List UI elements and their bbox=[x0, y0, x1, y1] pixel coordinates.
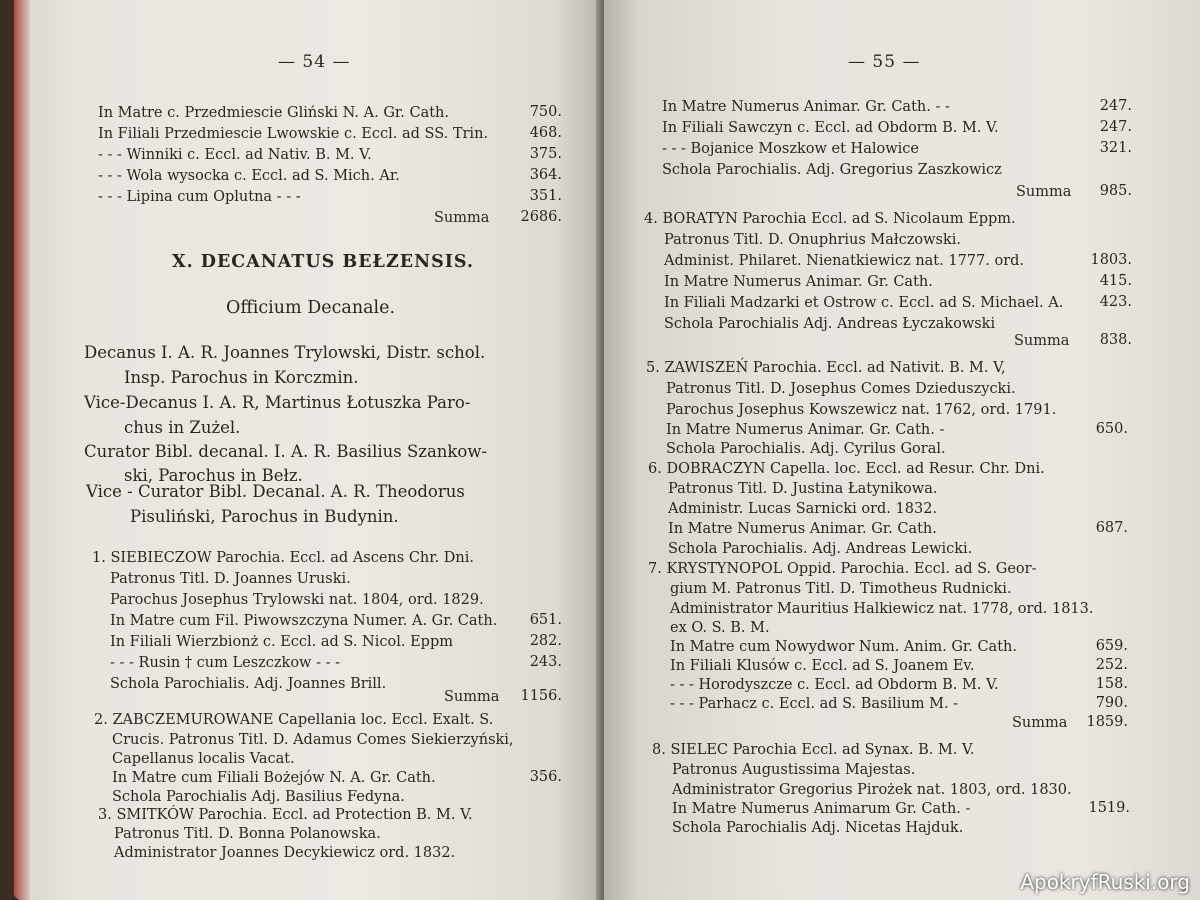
right-line: - - - Horodyszcze c. Eccl. ad Obdorm B. M. V. bbox=[670, 677, 999, 693]
right-line: Administr. Lucas Sarnicki ord. 1832. bbox=[668, 501, 938, 517]
right-line: 8. SIELEC Parochia Eccl. ad Synax. B. M. V. bbox=[652, 742, 975, 758]
entry-line: Patronus Titl. D. Joannes Uruski. bbox=[110, 571, 351, 587]
right-line-number: 321. bbox=[1099, 140, 1132, 156]
left-line-number: 375. bbox=[529, 146, 562, 162]
right-line: Schola Parochialis. Adj. Andreas Lewicki. bbox=[668, 541, 973, 557]
right-line: In Filiali Sawczyn c. Eccl. ad Obdorm B. M. V. bbox=[662, 120, 999, 136]
right-line: In Matre Numerus Animar. Gr. Cath. - bbox=[666, 422, 945, 438]
summa-label: Summa bbox=[444, 689, 500, 705]
left-page bbox=[14, 0, 602, 900]
right-line-number: 790. bbox=[1095, 695, 1128, 711]
summa-value: 1859. bbox=[1086, 714, 1128, 730]
right-line: Schola Parochialis Adj. Andreas Łyczakowski bbox=[664, 316, 996, 332]
right-line-number: 247. bbox=[1099, 98, 1132, 114]
entry-line: 1. SIEBIECZOW Parochia. Eccl. ad Ascens Chr. Dni. bbox=[92, 550, 475, 566]
right-line: In Matre Numerus Animar. Gr. Cath. bbox=[668, 521, 937, 537]
right-line-number: 1519. bbox=[1088, 800, 1130, 816]
right-line: In Filiali Klusów c. Eccl. ad S. Joanem Ev. bbox=[670, 658, 975, 674]
right-line-number: 252. bbox=[1095, 657, 1128, 673]
decanale-line: Pisuliński, Parochus in Budynin. bbox=[130, 507, 399, 526]
entry-number: 282. bbox=[529, 633, 562, 649]
left-line-number: 468. bbox=[529, 125, 562, 141]
right-line: 6. DOBRACZYN Capella. loc. Eccl. ad Resur. Chr. Dni. bbox=[648, 461, 1045, 477]
right-line: In Matre Numerus Animar. Gr. Cath. - - bbox=[662, 99, 950, 115]
entry-line: - - - Rusin † cum Leszczkow - - - bbox=[110, 655, 340, 671]
right-line-number: 650. bbox=[1095, 421, 1128, 437]
section-subheading: Officium Decanale. bbox=[226, 298, 396, 318]
entry-line: In Matre cum Fil. Piwowszczyna Numer. A. Gr. Cath. bbox=[110, 613, 498, 629]
right-line: Schola Parochialis. Adj. Cyrilus Goral. bbox=[666, 441, 946, 457]
right-page bbox=[604, 0, 1200, 900]
summa-value: 838. bbox=[1099, 332, 1132, 348]
right-line: 5. ZAWISZEŃ Parochia. Eccl. ad Nativit. B. M. V, bbox=[646, 360, 1006, 376]
right-line: In Matre Numerus Animarum Gr. Cath. - bbox=[672, 801, 971, 817]
entry-line: Administrator Joannes Decykiewicz ord. 1832. bbox=[114, 845, 456, 861]
summa-label: Summa bbox=[1016, 184, 1072, 200]
right-line: ex O. S. B. M. bbox=[670, 620, 770, 636]
right-line: Patronus Titl. D. Justina Łatynikowa. bbox=[668, 481, 938, 497]
entry-line: In Matre cum Filiali Bożejów N. A. Gr. Cath. bbox=[112, 770, 436, 786]
left-line: In Filiali Przedmiescie Lwowskie c. Eccl. ad SS. Trin. bbox=[98, 126, 489, 142]
decanale-line: chus in Zużel. bbox=[124, 418, 241, 437]
left-line-number: 364. bbox=[529, 167, 562, 183]
summa-value: 2686. bbox=[520, 209, 562, 225]
decanale-line: Vice - Curator Bibl. Decanal. A. R. Theodorus bbox=[86, 482, 465, 501]
decanale-line: Vice-Decanus I. A. R, Martinus Łotuszka Paro- bbox=[84, 393, 471, 412]
page-number-right: — 55 — bbox=[848, 52, 921, 72]
decanale-line: Insp. Parochus in Korczmin. bbox=[124, 368, 359, 387]
entry-line: Schola Parochialis. Adj. Joannes Brill. bbox=[110, 676, 387, 692]
right-line: Schola Parochialis Adj. Nicetas Hajduk. bbox=[672, 820, 964, 836]
entry-number: 356. bbox=[529, 769, 562, 785]
right-line: Schola Parochialis. Adj. Gregorius Zaszkowicz bbox=[662, 162, 1002, 178]
decanale-line: Decanus I. A. R. Joannes Trylowski, Distr. schol. bbox=[84, 343, 486, 362]
right-line-number: 415. bbox=[1099, 273, 1132, 289]
summa-value: 985. bbox=[1099, 183, 1132, 199]
left-line: - - - Wola wysocka c. Eccl. ad S. Mich. Ar. bbox=[98, 168, 400, 184]
left-line: - - - Lipina cum Oplutna - - - bbox=[98, 189, 301, 205]
left-line-number: 750. bbox=[529, 104, 562, 120]
right-line: In Filiali Madzarki et Ostrow c. Eccl. ad S. Michael. A. bbox=[664, 295, 1064, 311]
left-line: - - - Winniki c. Eccl. ad Nativ. B. M. V. bbox=[98, 147, 372, 163]
right-line-number: 158. bbox=[1095, 676, 1128, 692]
summa-value: 1156. bbox=[520, 688, 562, 704]
section-heading: X. DECANATUS BEŁZENSIS. bbox=[172, 252, 475, 272]
summa-label: Summa bbox=[434, 210, 490, 226]
right-line: Parochus Josephus Kowszewicz nat. 1762, ord. 1791. bbox=[666, 402, 1057, 418]
entry-number: 243. bbox=[529, 654, 562, 670]
book-edge bbox=[14, 0, 30, 900]
right-line: Patronus Augustissima Majestas. bbox=[672, 762, 916, 778]
entry-line: Schola Parochialis Adj. Basilius Fedyna. bbox=[112, 789, 405, 805]
right-line: 4. BORATYN Parochia Eccl. ad S. Nicolaum Eppm. bbox=[644, 211, 1016, 227]
entry-line: Patronus Titl. D. Bonna Polanowska. bbox=[114, 826, 381, 842]
right-line: Administrator Mauritius Halkiewicz nat. 1778, ord. 1813. bbox=[670, 601, 1094, 617]
right-line: gium M. Patronus Titl. D. Timotheus Rudnicki. bbox=[670, 581, 1012, 597]
right-line-number: 1803. bbox=[1090, 252, 1132, 268]
right-line: - - - Bojanice Moszkow et Halowice bbox=[662, 141, 919, 157]
entry-line: Crucis. Patronus Titl. D. Adamus Comes Siekierzyński, bbox=[112, 732, 514, 748]
entry-number: 651. bbox=[529, 612, 562, 628]
right-line: Administ. Philaret. Nienatkiewicz nat. 1777. ord. bbox=[664, 253, 1025, 269]
summa-label: Summa bbox=[1014, 333, 1070, 349]
right-line: Patronus Titl. D. Onuphrius Małczowski. bbox=[664, 232, 961, 248]
decanale-line: ski, Parochus in Bełz. bbox=[124, 466, 303, 485]
entry-line: Capellanus localis Vacat. bbox=[112, 751, 295, 767]
watermark: ApokryfRuski.org bbox=[1020, 870, 1190, 894]
right-line: Patronus Titl. D. Josephus Comes Dzieduszycki. bbox=[666, 381, 1016, 397]
right-line: In Matre Numerus Animar. Gr. Cath. bbox=[664, 274, 933, 290]
page-number-left: — 54 — bbox=[278, 52, 351, 72]
entry-line: 3. SMITKÓW Parochia. Eccl. ad Protection B. M. V. bbox=[98, 807, 473, 823]
right-line: 7. KRYSTYNOPOL Oppid. Parochia. Eccl. ad S. Geor- bbox=[648, 561, 1037, 577]
left-line-number: 351. bbox=[529, 188, 562, 204]
left-line: In Matre c. Przedmiescie Gliński N. A. Gr. Cath. bbox=[98, 105, 449, 121]
right-line: - - - Parhacz c. Eccl. ad S. Basilium M. - bbox=[670, 696, 959, 712]
right-line-number: 247. bbox=[1099, 119, 1132, 135]
entry-line: In Filiali Wierzbionż c. Eccl. ad S. Nicol. Eppm bbox=[110, 634, 453, 650]
right-line: In Matre cum Nowydwor Num. Anim. Gr. Cath. bbox=[670, 639, 1017, 655]
right-line-number: 423. bbox=[1099, 294, 1132, 310]
right-line-number: 659. bbox=[1095, 638, 1128, 654]
entry-line: 2. ZABCZEMUROWANE Capellania loc. Eccl. Exalt. S. bbox=[94, 712, 494, 728]
right-line-number: 687. bbox=[1095, 520, 1128, 536]
entry-line: Parochus Josephus Trylowski nat. 1804, ord. 1829. bbox=[110, 592, 484, 608]
right-line: Administrator Gregorius Pirożek nat. 1803, ord. 1830. bbox=[672, 782, 1072, 798]
decanale-line: Curator Bibl. decanal. I. A. R. Basilius Szankow- bbox=[84, 442, 488, 461]
summa-label: Summa bbox=[1012, 715, 1068, 731]
